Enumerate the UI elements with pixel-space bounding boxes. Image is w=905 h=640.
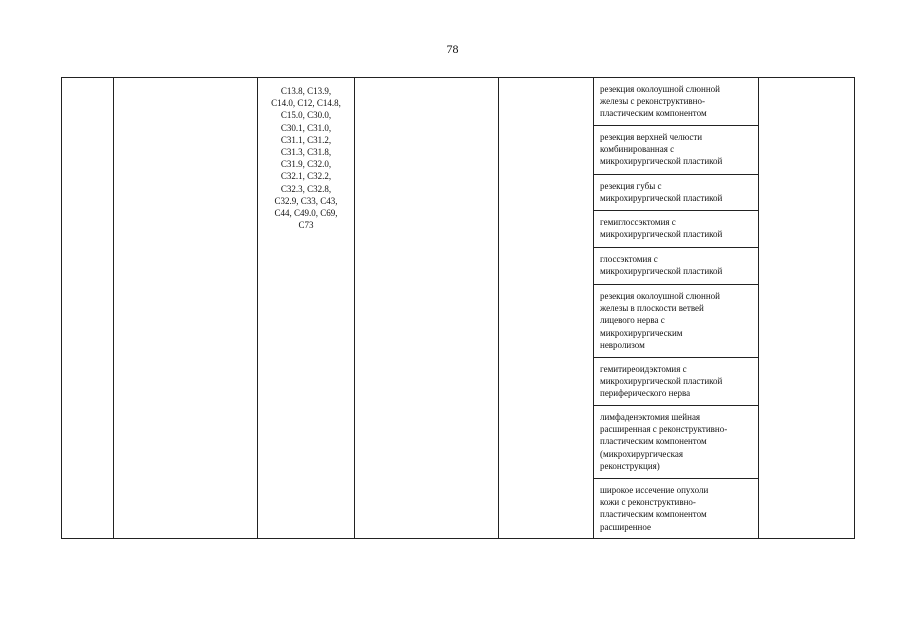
method-line: (микрохирургическая: [600, 448, 683, 459]
method-line: пластическим компонентом: [600, 509, 707, 520]
method-cell: [594, 78, 758, 126]
method-cell: [594, 406, 758, 479]
method-line: расширенное: [600, 521, 651, 532]
method-cell: [594, 285, 758, 358]
method-line: пластическим компонентом: [600, 108, 707, 119]
treatment-methods-column: [594, 78, 758, 538]
column-divider: [354, 78, 355, 538]
icd-code-line: C32.1, C32.2,: [280, 171, 332, 182]
column-divider: [498, 78, 499, 538]
method-cell: [594, 175, 758, 211]
method-line: глоссэктомия с: [600, 254, 658, 264]
icd-code-line: C15.0, C30.0,: [280, 110, 332, 121]
method-cell: [594, 479, 758, 539]
icd-code-line: C30.1, C31.0,: [280, 122, 332, 133]
method-line: широкое иссечение опухоли: [600, 485, 709, 495]
method-line: резекция околоушной слюнной: [600, 291, 720, 301]
method-line: гемиглоссэктомия с: [600, 217, 676, 227]
icd-code-line: C32.9, C33, C43,: [274, 195, 338, 206]
method-line: резекция верхней челюсти: [600, 132, 703, 142]
method-line: лицевого нерва с: [600, 315, 665, 326]
icd-code-line: C31.3, C31.8,: [280, 147, 332, 158]
method-line: микрохирургической пластикой: [600, 193, 723, 204]
method-line: микрохирургической пластикой: [600, 156, 723, 167]
method-line: лимфаденэктомия шейная: [600, 412, 701, 422]
column-divider: [758, 78, 759, 538]
icd-code-line: C32.3, C32.8,: [280, 183, 332, 194]
icd-code-line: C31.1, C31.2,: [280, 134, 332, 145]
method-line: кожи с реконструктивно-: [600, 497, 696, 508]
method-line: резекция губы с: [600, 181, 662, 191]
icd-codes-cell: [258, 85, 354, 231]
procedures-table: [61, 77, 855, 539]
icd-code-line: C73: [298, 220, 314, 231]
method-line: микрохирургической пластикой: [600, 266, 723, 277]
method-line: периферического нерва: [600, 388, 691, 399]
method-line: резекция околоушной слюнной: [600, 84, 720, 94]
method-cell: [594, 126, 758, 175]
method-line: микрохирургическим: [600, 327, 683, 338]
method-line: микрохирургической пластикой: [600, 229, 723, 240]
method-line: железы с реконструктивно-: [600, 96, 705, 107]
method-line: микрохирургической пластикой: [600, 376, 723, 387]
method-line: реконструкция): [600, 460, 660, 471]
method-cell: [594, 211, 758, 248]
method-line: комбинированная с: [600, 144, 675, 155]
icd-code-line: C44, C49.0, C69,: [274, 208, 338, 219]
method-line: расширенная с реконструктивно-: [600, 424, 728, 435]
method-line: гемитиреоидэктомия с: [600, 364, 687, 374]
icd-code-line: C31.9, C32.0,: [280, 159, 332, 170]
method-cell: [594, 358, 758, 406]
page-number: 78: [446, 42, 459, 56]
method-cell: [594, 248, 758, 285]
method-line: невролизом: [600, 339, 645, 350]
column-divider: [113, 78, 114, 538]
method-line: железы в плоскости ветвей: [600, 303, 704, 314]
icd-code-line: C14.0, C12, C14.8,: [271, 98, 341, 109]
method-line: пластическим компонентом: [600, 436, 707, 447]
icd-code-line: C13.8, C13.9,: [280, 86, 332, 96]
